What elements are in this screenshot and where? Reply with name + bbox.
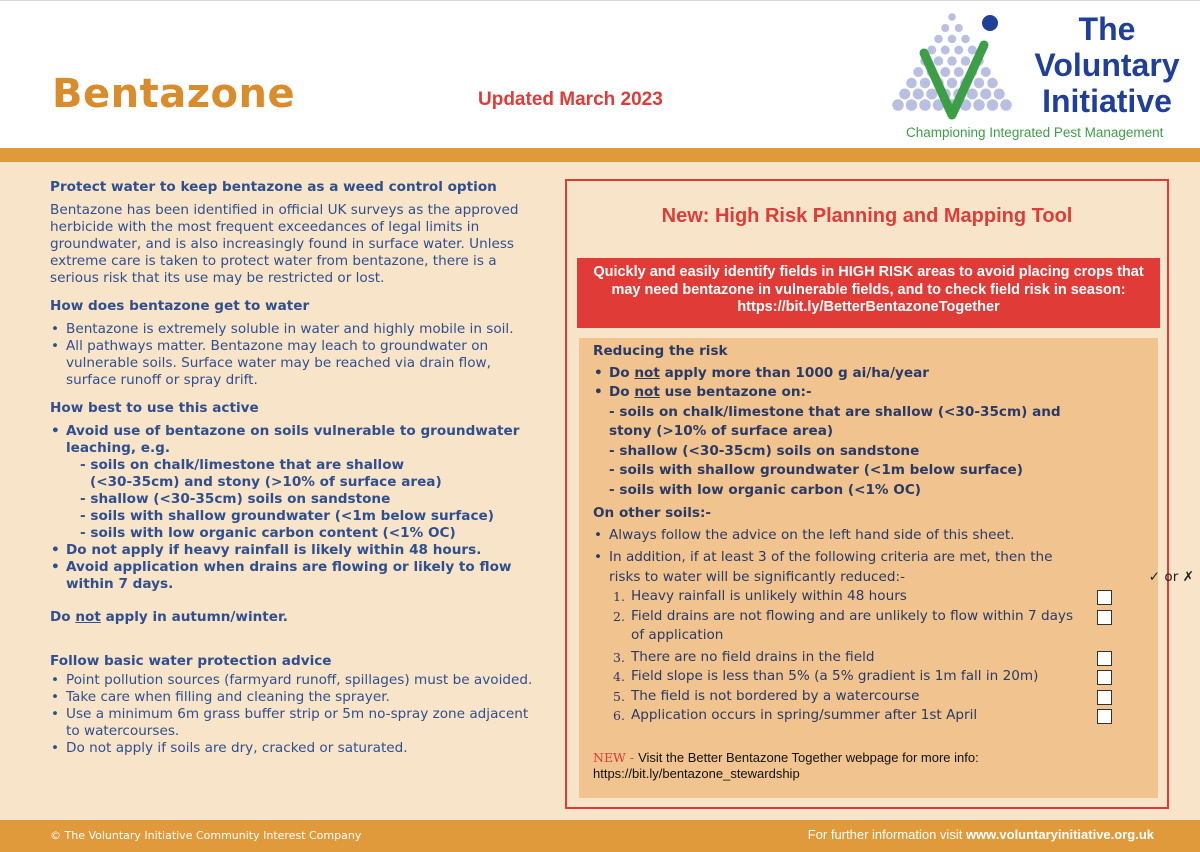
new-text: Visit the Better Bentazone Together webpage for more info: xyxy=(638,750,979,765)
text-post: use bentazone on:- xyxy=(659,384,812,400)
criteria-number: 4. xyxy=(613,669,625,684)
logo-dot xyxy=(919,99,931,111)
section-body: Bentazone has been identified in official UK surveys as the approved herbicide with the most frequent exceedances of legal limits in groundwater, and is also increasingly found in surface water. Unless extreme care is taken to protect water from bentazone, there is a serious risk that its use may be restricted or lost. xyxy=(50,202,519,286)
logo-dot xyxy=(934,35,943,44)
criteria-checkbox[interactable] xyxy=(1097,709,1112,724)
criteria-list xyxy=(593,587,1144,726)
list-item: • Do not apply if soils are dry, cracked or saturated. xyxy=(50,740,545,757)
criteria-item xyxy=(593,648,1144,668)
new-info xyxy=(593,750,1153,782)
list-item xyxy=(593,548,1194,587)
criteria-item xyxy=(593,587,1144,607)
logo-dot xyxy=(980,89,991,100)
logo-dot xyxy=(926,89,937,100)
sub-item: - shallow (<30-35cm) soils on sandstone xyxy=(80,491,391,507)
text-pre: Do xyxy=(609,364,635,381)
criteria-text: Application occurs in spring/summer after 1st April xyxy=(631,707,978,723)
logo-line-1: The xyxy=(1078,11,1136,47)
logo-dot xyxy=(899,89,910,100)
logo-dot xyxy=(961,35,970,44)
logo-dot xyxy=(941,24,949,32)
logo-dot xyxy=(961,56,971,66)
reducing-risk-box xyxy=(579,338,1194,798)
logo-dot xyxy=(1000,99,1012,111)
list-item: • Avoid application when drains are flowing or likely to flow within 7 days. xyxy=(50,559,545,593)
criteria-number: 5. xyxy=(613,688,625,704)
logo-dot xyxy=(906,78,917,89)
header xyxy=(0,0,1200,149)
section-heading: Follow basic water protection advice xyxy=(50,653,332,669)
text-not: not xyxy=(634,364,660,381)
logo-dot xyxy=(906,99,918,111)
logo-tagline: Championing Integrated Pest Management xyxy=(906,125,1164,140)
footer-info xyxy=(808,827,1154,842)
criteria-checkbox[interactable] xyxy=(1097,651,1112,666)
criteria-intro: In addition, if at least 3 of the following criteria are met, then the risks to water will be significantly reduced:- xyxy=(609,549,1053,585)
criteria-item xyxy=(593,687,1144,707)
list-item: • All pathways matter. Bentazone may leach to groundwater on vulnerable soils. Surface water may be reached via drain flow, surface runoff or spray drift. xyxy=(50,338,545,389)
logo-dot xyxy=(913,67,923,77)
sub-item: - soils with shallow groundwater (<1m below surface) xyxy=(609,462,1023,478)
sub-item: - soils with low organic carbon content (<1% OC) xyxy=(80,525,456,541)
logo-dot xyxy=(987,99,999,111)
criteria-checkbox[interactable] xyxy=(1097,590,1112,605)
autumn-pre: Do xyxy=(50,609,76,625)
page-title: Bentazone xyxy=(52,71,296,117)
sub-item: - soils with low organic carbon (<1% OC) xyxy=(609,481,922,498)
criteria-item xyxy=(593,607,1144,646)
logo-dot xyxy=(981,67,991,77)
text-not: not xyxy=(634,384,660,400)
criteria-item xyxy=(593,667,1144,687)
criteria-checkbox[interactable] xyxy=(1097,690,1112,705)
list-item: • Avoid use of bentazone on soils vulnerable to groundwater leaching, e.g. xyxy=(50,423,545,457)
list-item xyxy=(593,383,1144,403)
criteria-number: 2. xyxy=(613,608,625,624)
list-item: • Always follow the advice on the left hand side of this sheet. xyxy=(593,526,1144,546)
list-item: • Point pollution sources (farmyard runoff, spillages) must be avoided. xyxy=(50,672,545,689)
logo-line-3: Initiative xyxy=(1042,83,1172,119)
tick-or-cross-label: ✓ or ✗ xyxy=(1148,569,1194,585)
criteria-text: Heavy rainfall is unlikely within 48 hours xyxy=(631,588,907,604)
logo-dot xyxy=(954,67,964,77)
logo-name xyxy=(1022,11,1192,119)
header-band xyxy=(0,148,1200,162)
section-how-water xyxy=(50,297,545,389)
autumn-not: not xyxy=(75,609,101,625)
stewardship-link[interactable]: https://bit.ly/bentazone_stewardship xyxy=(593,766,800,781)
logo-dot xyxy=(892,99,904,111)
section-heading: How does bentazone get to water xyxy=(50,298,310,314)
logo-dot xyxy=(987,78,998,89)
logo-dot xyxy=(955,24,963,32)
criteria-text: There are no field drains in the field xyxy=(631,648,875,665)
sub-item: - soils on chalk/limestone that are shallow xyxy=(80,457,405,473)
section-heading: Protect water to keep bentazone as a weed control option xyxy=(50,179,497,195)
logo-dot xyxy=(974,78,985,89)
tool-title: New: High Risk Planning and Mapping Tool xyxy=(661,205,1073,227)
logo-dot xyxy=(948,13,956,21)
list-item: • Bentazone is extremely soluble in water and highly mobile in soil. xyxy=(50,321,545,338)
criteria-item xyxy=(593,706,1144,726)
section-heading: How best to use this active xyxy=(50,400,259,416)
sub-item: - soils on chalk/limestone that are shallow (<30-35cm) and stony (>10% of surface area) xyxy=(609,403,1061,439)
high-risk-tool-panel xyxy=(565,179,1194,809)
sub-item: - soils with shallow groundwater (<1m below surface) xyxy=(80,508,494,524)
logo-dot xyxy=(941,46,950,55)
list-item xyxy=(593,364,1144,384)
criteria-text: The field is not bordered by a watercourse xyxy=(631,687,920,704)
logo-line-2: Voluntary xyxy=(1034,47,1180,83)
criteria-text: Field drains are not flowing and are unlikely to flow within 7 days of application xyxy=(631,607,1074,643)
logo-dot xyxy=(967,89,978,100)
criteria-text: Field slope is less than 5% (a 5% gradient is 1m fall in 20m) xyxy=(631,668,1039,684)
voluntary-initiative-logo xyxy=(872,5,1197,143)
logo-dot xyxy=(934,56,944,66)
text-post: apply more than 1000 g ai/ha/year xyxy=(659,364,930,381)
tool-banner: Quickly and easily identify fields in HIGH RISK areas to avoid placing crops that may need bentazone in vulnerable fields, and to check field risk in season: https://bit.ly/BetterBentazoneTogether xyxy=(577,258,1160,328)
criteria-number: 1. xyxy=(613,589,625,604)
autumn-note xyxy=(50,609,545,626)
list-item: • Do not apply if heavy rainfall is likely within 48 hours. xyxy=(50,542,545,559)
logo-dot xyxy=(947,78,958,89)
website-link[interactable]: www.voluntaryinitiative.org.uk xyxy=(965,827,1154,842)
left-column xyxy=(50,178,545,767)
copyright: © The Voluntary Initiative Community Interest Company xyxy=(50,829,362,842)
logo-dot xyxy=(913,89,924,100)
criteria-number: 6. xyxy=(613,708,625,723)
logo-dot xyxy=(994,89,1005,100)
other-soils-heading: On other soils:- xyxy=(593,505,712,521)
criteria-checkbox[interactable] xyxy=(1097,610,1112,625)
logo-dots-icon xyxy=(872,5,1032,125)
updated-date: Updated March 2023 xyxy=(478,89,663,110)
criteria-checkbox[interactable] xyxy=(1097,670,1112,685)
logo-dot xyxy=(920,78,931,89)
sub-item: (<30-35cm) and stony (>10% of surface area) xyxy=(90,474,442,490)
list-item: • Take care when filling and cleaning the sprayer. xyxy=(50,689,545,706)
footer-info-text: For further information visit xyxy=(807,827,966,842)
list-item: • Use a minimum 6m grass buffer strip or 5m no-spray zone adjacent to watercourses. xyxy=(50,706,545,740)
reducing-heading: Reducing the risk xyxy=(593,343,728,359)
sub-item: - shallow (<30-35cm) soils on sandstone xyxy=(609,442,920,459)
criteria-number: 3. xyxy=(613,649,625,665)
logo-dot xyxy=(947,56,957,66)
section-how-best xyxy=(50,399,545,626)
logo-dot xyxy=(973,99,985,111)
section-protect-water xyxy=(50,178,545,287)
logo-dot xyxy=(940,67,950,77)
logo-dot xyxy=(954,46,963,55)
autumn-post: apply in autumn/winter. xyxy=(100,609,288,625)
section-basic-advice xyxy=(50,652,545,757)
new-tag: NEW - xyxy=(593,750,639,765)
logo-dot xyxy=(948,35,957,44)
text-pre: Do xyxy=(609,384,635,400)
